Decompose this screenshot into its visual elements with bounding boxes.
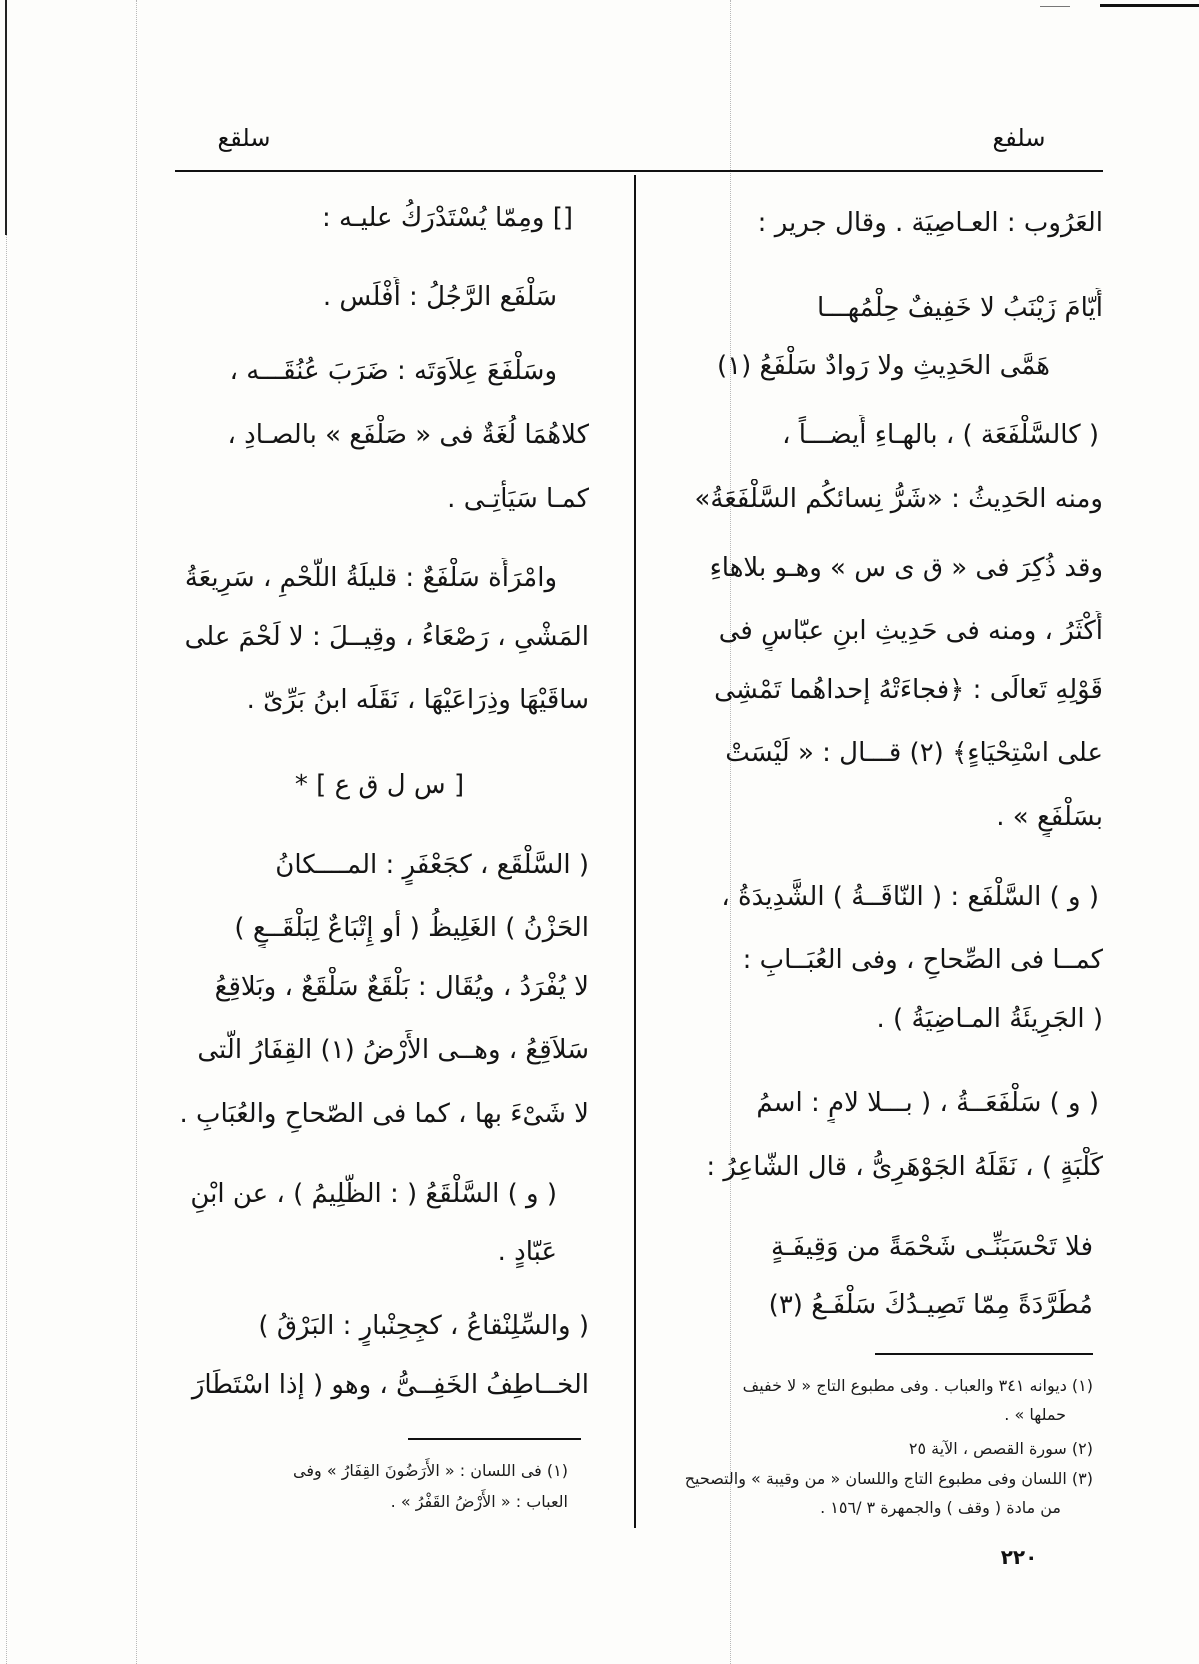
left-column-line: ( السَّلْقَع ، كجَعْفَرٍ : المــــكانُ <box>275 850 589 880</box>
left-column-line: سَلْفَع الرَّجُلُ : أَفْلَس . <box>322 282 557 312</box>
scan-corner-mark-short <box>1040 6 1070 7</box>
left-column-line: [] ومِمّا يُسْتَدْرَكُ عليـه : <box>322 203 573 233</box>
left-column-line: ( والسِّلِنْقاعُ ، كجِحِنْبارٍ : البَرْقُ ) <box>258 1311 589 1341</box>
footnote: من مادة ( وقف ) والجمهرة ٣ /١٥٦ . <box>820 1498 1061 1517</box>
right-column-line: كمــا فى الصِّحاحِ ، وفى العُبَــابِ : <box>742 945 1103 975</box>
footnote: (١) ديوانه ٣٤١ والعباب . وفى مطبوع التاج « لا خفيف <box>742 1376 1093 1395</box>
right-column-line: بسَلْفَعٍ » . <box>996 802 1103 832</box>
footnote-rule <box>408 1438 581 1440</box>
scan-edge-dots <box>6 235 7 1664</box>
left-column-line: كمـا سَيَأْتِـى . <box>447 484 589 514</box>
scan-fold-dots-left <box>136 0 137 1664</box>
right-column-line: ( و ) سَلْفَعَــةُ ، ( بـــلا لامٍ : اسمُ <box>756 1088 1099 1118</box>
right-column-line: كَلْبَةٍ ) ، نَقَلَهُ الجَوْهَرِىُّ ، قال الشّاعِرُ : <box>706 1152 1103 1182</box>
right-column-line: قَوْلِهِ تَعالَى : ﴿فجاءَتْهُ إحداهُما تَمْشِى <box>714 675 1103 705</box>
verse-line: فلا تَحْسَبَنِّـى شَحْمَةً من وَقِيفَـةٍ <box>771 1232 1093 1262</box>
verse-line: أَيّامَ زَيْنَبُ لا خَفِيفٌ حِلْمُهـــا <box>817 293 1103 323</box>
page-number: ٢٢٠ <box>1000 1545 1038 1569</box>
right-column-line: ( و ) السَّلْفَع : ( النّاقَــةُ ) الشَّدِيدَةُ ، <box>721 882 1099 912</box>
entry-heading: [ س ل ق ع ] * <box>294 770 465 800</box>
left-column-line: المَشْىِ ، رَصْعَاءُ ، وقِيــلَ : لا لَحْمَ على <box>184 622 589 652</box>
footnote: (٢) سورة القصص ، الآية ٢٥ <box>908 1439 1093 1458</box>
footnote-rule <box>875 1353 1093 1355</box>
left-column-line: الخــاطِفُ الخَفِــىُّ ، وهو ( إذا اسْتَطَارَ <box>191 1370 589 1400</box>
footnote: العباب : « الأَرْضُ القَفْرُ » . <box>390 1492 568 1511</box>
scan-corner-mark <box>1100 4 1199 7</box>
left-column-line: سَلاَقِعُ ، وهــى الأَرْضُ (١) القِفَارُ الّتى <box>197 1035 589 1065</box>
right-column-line: على اسْتِحْيَاءٍ﴾ (٢) قـــال : « لَيْسَتْ <box>725 738 1103 768</box>
right-column-line: وقد ذُكِرَ فى « ق ى س » وهـو بلاهاءِ <box>709 553 1103 583</box>
running-head-right: سلفع <box>992 124 1046 152</box>
running-head-left: سلقع <box>217 124 271 152</box>
left-column-line: وامْرَأَة سَلْفَعٌ : قليلَةُ اللَّحْمِ ، سَرِيعَةُ <box>184 563 557 593</box>
right-column-line: أَكْثَرُ ، ومنه فى حَدِيثِ ابنِ عبّاسٍ فى <box>718 616 1103 646</box>
scan-edge-line <box>5 0 7 235</box>
header-rule <box>175 170 1103 172</box>
footnote: (١) فى اللسان : « الأَرَضُونَ القِفَارُ » وفى <box>293 1461 568 1480</box>
footnote: حملها » . <box>1004 1405 1066 1424</box>
verse-line: مُطَرَّدَةً مِمّا تَصِيـدُكَ سَلْفَـعُ (٣) <box>768 1290 1093 1320</box>
right-column-line: ( كالسَّلْفَعَة ) ، بالهـاءِ أَيضـــاً ، <box>782 420 1099 450</box>
left-column-line: وسَلْفَعَ عِلاَوَتَه : ضَرَبَ عُنُقَـــه ، <box>229 356 557 386</box>
left-column-line: لا يُفْرَدُ ، ويُقَال : بَلْقَعٌ سَلْقَعٌ ، وبَلاقِعُ <box>214 972 589 1002</box>
left-column-line: لا شَىْءَ بها ، كما فى الصّحاحِ والعُبَابِ . <box>179 1099 589 1129</box>
left-column-line: ( و ) السَّلْقَعُ ( : الظَّلِيمُ ) ، عن ابْنِ <box>190 1179 557 1209</box>
left-column-line: ساقَيْهَا وذِرَاعَيْهَا ، نَقَلَه ابنُ بَرِّىّ . <box>246 685 589 715</box>
verse-line: هَمَّى الحَدِيثِ ولا رَوادٌ سَلْفَعُ (١) <box>716 351 1050 381</box>
left-column-line: كلاهُمَا لُغَةٌ فى « صَلْفَع » بالصـادِ ، <box>227 420 589 450</box>
right-column-line: العَرُوب : العـاصِيَة . وقال جرير : <box>757 208 1103 238</box>
right-column-line: ( الجَرِيئَةُ المـاضِيَةُ ) . <box>876 1004 1103 1034</box>
column-divider <box>634 175 636 1528</box>
footnote: (٣) اللسان وفى مطبوع التاج واللسان « من وقيبة » والتصحيح <box>684 1469 1093 1488</box>
right-column-line: ومنه الحَدِيثُ : «شَرُّ نِسائكُم السَّلْفَعَةُ» <box>694 484 1103 514</box>
left-column-line: عَبّادٍ . <box>497 1237 557 1267</box>
left-column-line: الحَزْنُ ) الغَلِيظُ ( أو إِتْبَاعٌ لِبَلْقَــعٍ ) <box>234 913 589 943</box>
